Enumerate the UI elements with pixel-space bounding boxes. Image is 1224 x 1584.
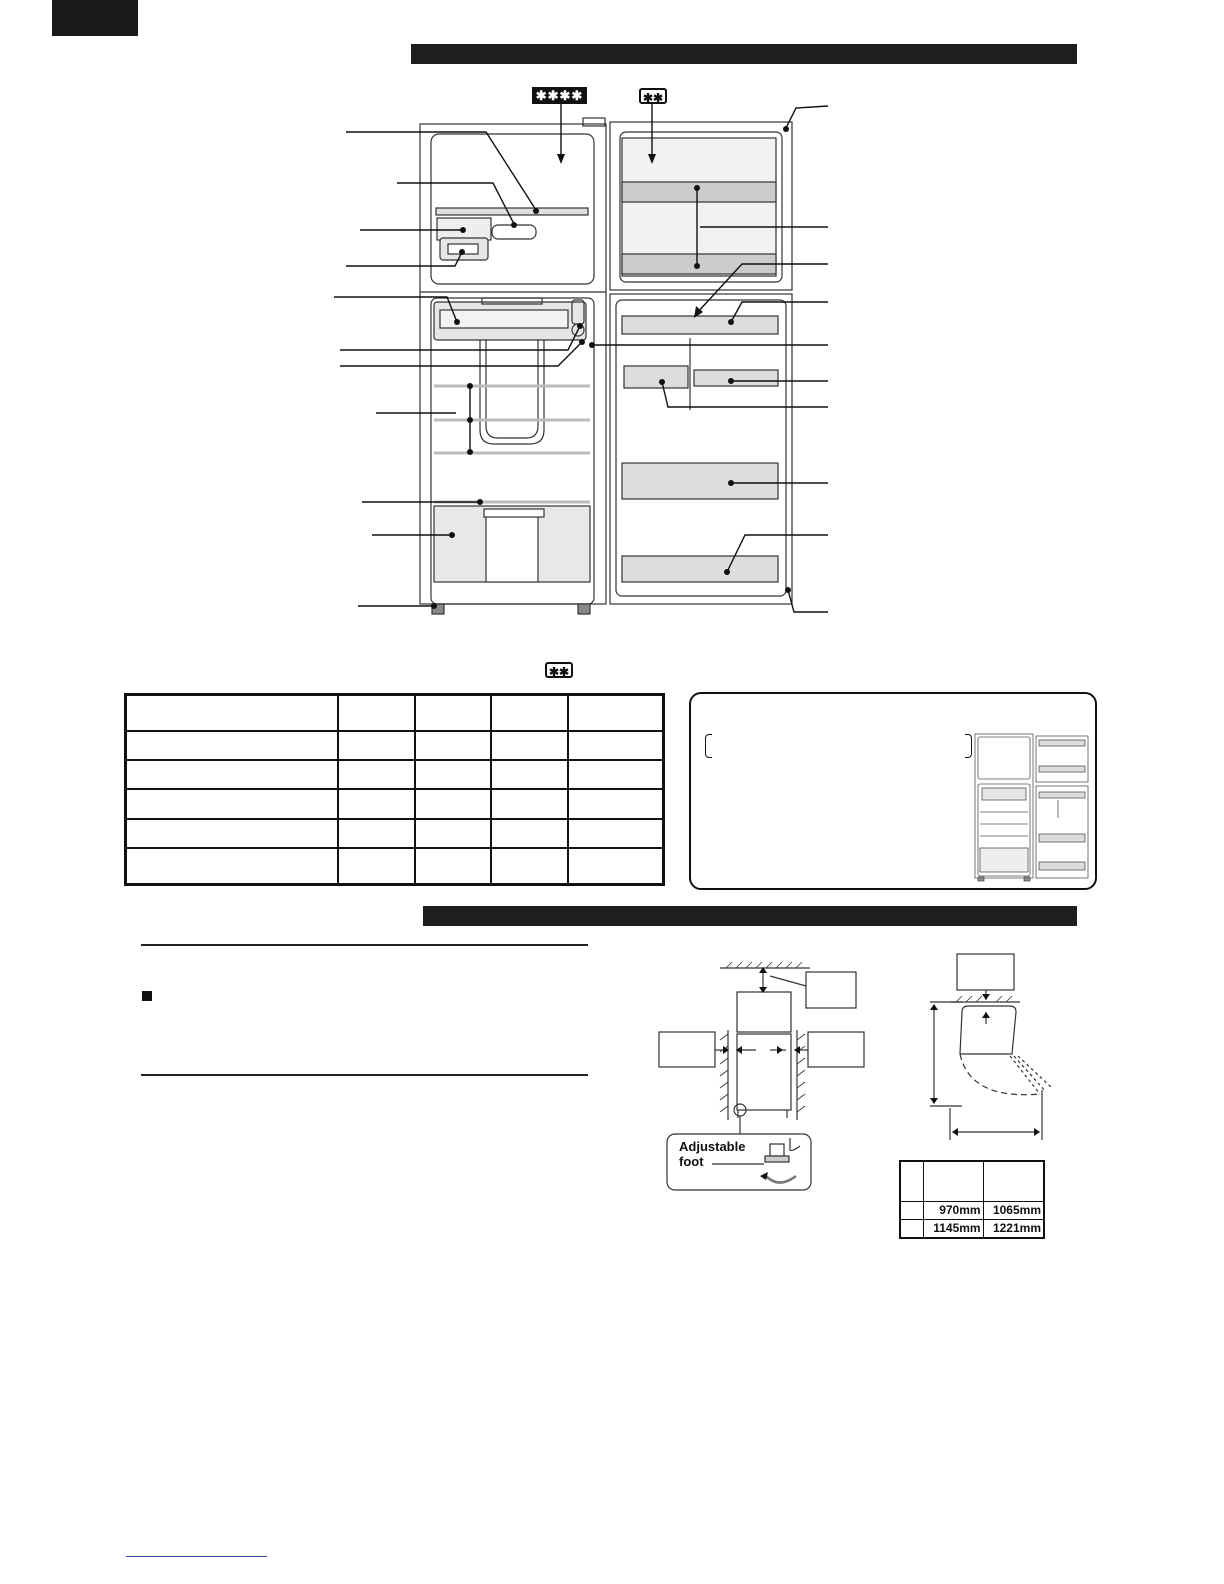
freezer-four-star-badge: ✱✱✱✱	[532, 87, 587, 104]
dims-cell: 1065mm	[983, 1201, 1044, 1219]
dims-cell	[983, 1161, 1044, 1201]
footer-link-underline[interactable]	[126, 1556, 267, 1557]
compartment-two-star-badge: ✱✱	[639, 88, 667, 104]
dims-cell	[924, 1161, 984, 1201]
dims-cell: 970mm	[924, 1201, 984, 1219]
dims-cell: 1145mm	[924, 1219, 984, 1238]
table-two-star-badge: ✱✱	[545, 662, 573, 678]
dims-cell	[900, 1161, 924, 1201]
adjustable-foot-label-line1: Adjustable	[679, 1139, 746, 1154]
adjustable-foot-label-line2: foot	[679, 1154, 704, 1169]
dims-cell	[900, 1219, 924, 1238]
dims-cell: 1221mm	[983, 1219, 1044, 1238]
dims-cell	[900, 1201, 924, 1219]
door-clearance-table	[899, 1160, 1045, 1239]
adjustable-foot-label	[679, 1139, 745, 1169]
